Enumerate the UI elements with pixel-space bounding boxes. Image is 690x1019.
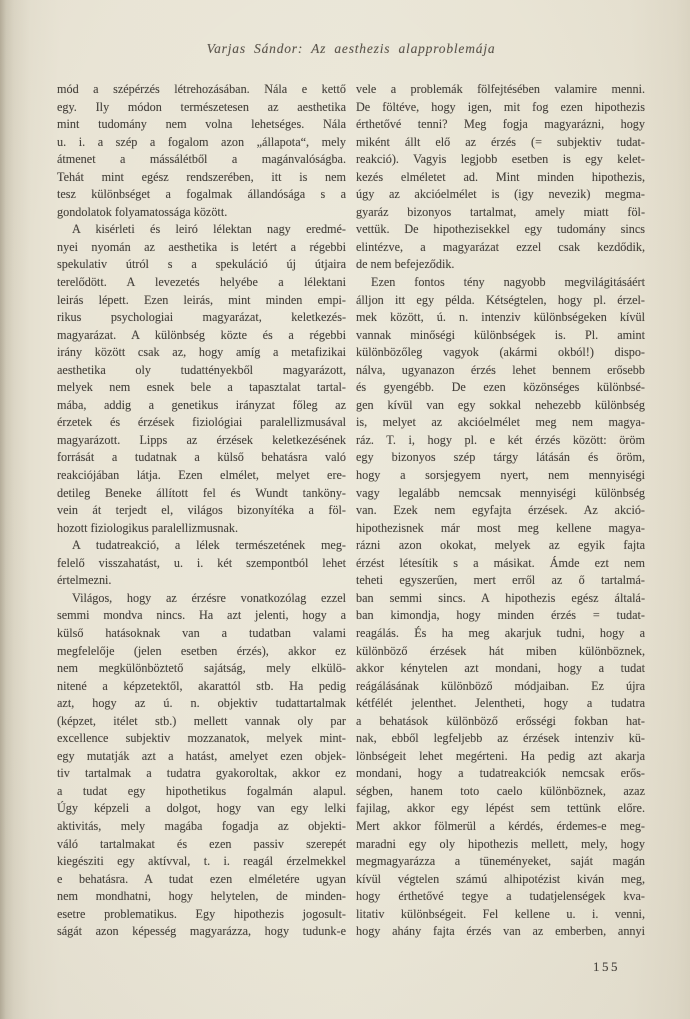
- text-line: fajilag, akkor egy lépést sem tettünk előre.: [356, 801, 645, 816]
- text-line: kezés elméletet ad. Mint minden hipothezis,: [356, 169, 645, 184]
- text-line: megfelelője (jelen esetben érzés), akkor ez: [57, 643, 346, 658]
- text-line: vein át terjedt el, világos bizonyítéka a föl-: [57, 503, 346, 518]
- text-line: irány között csak az, hogy amíg a metafizikai: [57, 345, 346, 360]
- text-line: tiv tartalmak a tudatra gyakoroltak, akkor ez: [57, 766, 346, 781]
- text-line: különböző érzések hát miben különböznek,: [356, 643, 645, 658]
- text-line: aesthetika oly tudattényekből magyarázott,: [57, 362, 346, 377]
- text-line: leirás lépett. Ezen leirás, mint minden empi-: [57, 292, 346, 307]
- text-line: egy mutatják azt a hatást, amelyet ezen objek-: [57, 748, 346, 763]
- text-line: egy. Ily módon természetesen az aesthetika: [57, 99, 346, 114]
- text-line: excellence subjektiv mozzanatok, melyek mint-: [57, 731, 346, 746]
- text-line: kívül végtelen számú alhipotézist kiván meg,: [356, 871, 645, 886]
- text-line: van. Ezek nem egyfajta érzések. Az akció-: [356, 503, 645, 518]
- text-line: miként állt elő az érzés (= subjektiv tudat-: [356, 134, 645, 149]
- text-line: rázni azon okokat, melyek az egyik fajta: [356, 538, 645, 553]
- text-line: Tehát mint egész rendszerében, itt is nem: [57, 169, 346, 184]
- text-line: elintézve, a magyarázat ezzel csak kezdődik,: [356, 239, 645, 254]
- text-body: [57, 81, 645, 941]
- text-line: vagy legalább nemcsak mennyiségi különbség: [356, 485, 645, 500]
- text-line: forrását a tudatnak a külső behatásra való: [57, 450, 346, 465]
- running-header: Varjas Sándor: Az aesthezis alapproblemája: [206, 41, 496, 56]
- text-line: maradni egy oly hipothezis mellett, mely, hogy: [356, 836, 645, 851]
- text-line: reágálásának különböző módjaiban. Ez újra: [356, 678, 645, 693]
- text-line: is, melyet az akcióelmélet meg nem magya-: [356, 415, 645, 430]
- text-line: gen kívül van egy sokkal nehezebb különbség: [356, 397, 645, 412]
- text-line: semmi mondva nincs. Ha azt jelenti, hogy a: [57, 608, 346, 623]
- text-line: magyarázott. Lipps az érzések keletkezésének: [57, 432, 346, 447]
- text-line: hozott fiziologikus paralellizmusnak.: [57, 520, 239, 535]
- text-column: [57, 81, 346, 941]
- text-line: ságát azon képesség magyarázza, hogy tudunk-e: [57, 924, 346, 939]
- text-line: és gyengébb. De ezen közönséges különbsé-: [356, 380, 645, 395]
- text-line: esetre problematikus. Egy hipothezis jogosult-: [57, 906, 346, 921]
- text-line: nem mondhatni, hogy helytelen, de minden-: [57, 889, 346, 904]
- text-line: magyarázat. A különbség közte és a régebbi: [57, 327, 346, 342]
- text-line: nak, ebből legfeljebb az érzések intenziv kü-: [356, 731, 645, 746]
- text-line: reakciójában látja. Ezen elmélet, melyet ere-: [57, 468, 346, 483]
- text-line: Világos, hogy az érzésre vonatkozólag ezzel: [72, 590, 346, 605]
- text-line: lönbségeit lehet megérteni. Ha pedig azt akarja: [356, 748, 645, 763]
- text-line: a tudat egy hipothetikus fogalmán alapul.: [57, 783, 346, 798]
- text-line: felelő visszahatást, u. i. két szempontból lehet: [57, 555, 346, 570]
- text-line: Ezen fontos tény nagyobb megvilágitásáért: [371, 275, 645, 290]
- text-line: mód a szépérzés létrehozásában. Nála e kettő: [57, 82, 346, 96]
- text-line: spekulativ útról s a spekuláció új útjaira: [57, 257, 346, 272]
- text-line: detileg Beneke állított fel és Wundt tanköny-: [57, 485, 346, 500]
- text-line: hogy ahány fajta érzés van az emberben, annyi: [356, 924, 645, 939]
- page-number: 155: [593, 959, 620, 974]
- text-line: De föltéve, hogy igen, mit fog ezen hipothezis: [356, 99, 645, 114]
- text-line: ban kimondja, hogy minden érzés = tudat-: [356, 608, 645, 623]
- text-line: hogy érthetővé tegye a tudatjelenségek kva-: [356, 889, 645, 904]
- text-line: Mert akkor fölmerül a kérdés, érdemes-e meg-: [356, 818, 645, 833]
- text-line: akkor kénytelen azt mondani, hogy a tudat: [356, 661, 645, 676]
- text-line: mint tudomány nem volna lehetséges. Nála: [57, 117, 346, 132]
- text-line: hipothezisnek már most meg kellene magya-: [356, 520, 645, 535]
- text-line: vannak minőségi különbségek is. Pl. amint: [356, 327, 645, 342]
- text-line: nitené a képzetektől, akarattól stb. Ha pedig: [57, 678, 346, 693]
- text-line: gondolatok folyamatossága között.: [57, 204, 228, 219]
- text-line: nálva, ugyanazon érzés lehet bennem erősebb: [356, 362, 645, 377]
- text-line: A tudatreakció, a lélek természetének meg-: [72, 538, 346, 553]
- text-line: megmagyarázza a tüneményeket, saját magán: [356, 854, 645, 869]
- text-line: vele a problemák fölfejtésében valamire menni.: [356, 82, 645, 96]
- text-line: ban semmi sincs. A hipothezis egész általá-: [356, 590, 645, 605]
- text-line: külső hatásoknak van a tudatban valami: [57, 625, 346, 640]
- text-line: érzést létesítik s a másikat. Ámde ezt nem: [356, 555, 645, 570]
- text-line: nem megkülönböztető sajátság, mely elkülö-: [57, 661, 346, 676]
- text-line: mába, addig a genetikus irányzat főleg az: [57, 397, 346, 412]
- text-line: u. i. a szép a fogalom azon „állapota“, mely: [57, 134, 346, 149]
- text-line: e behatásra. A tudat ezen elméletére ugyan: [57, 871, 346, 886]
- text-line: váló tartalmakat és ezen passiv szerepét: [57, 836, 346, 851]
- text-line: értelmezni.: [57, 573, 112, 588]
- text-line: kétfélét jelenthet. Jelentheti, hogy a tudatra: [356, 696, 645, 711]
- text-line: mek között, ú. n. intenziv különbségeken kívül: [356, 310, 645, 325]
- text-line: vettük. De hipothezisekkel egy tudomány sincs: [356, 222, 645, 237]
- text-column: [356, 81, 645, 941]
- text-line: azt, hogy az ú. n. objektiv tudattartalmak: [57, 696, 346, 711]
- text-line: melyek nem esnek bele a tapasztalat tartal-: [57, 380, 346, 395]
- text-line: mondani, hogy a tudatreakciók nemcsak erős-: [356, 766, 645, 781]
- text-line: a behatások különböző erősségi fokban hat-: [356, 713, 645, 728]
- text-line: rikus psychologiai magyarázat, keletkezés-: [57, 310, 346, 325]
- text-line: hogy a sorsjegyem nyert, nem mennyiségi: [356, 468, 645, 483]
- text-line: (képzet, itélet stb.) mellett vannak oly par: [57, 713, 346, 728]
- text-line: úgy az akcióelmélet is (igy nevezik) megma-: [356, 187, 645, 202]
- text-line: de nem befejeződik.: [356, 257, 455, 272]
- text-line: reagálás. És ha meg akarjuk tudni, hogy a: [356, 625, 645, 640]
- text-line: gyaráz bizonyos tartalmat, amely miatt föl-: [356, 204, 645, 219]
- text-line: terelődött. A levezetés helyébe a lélektani: [57, 275, 346, 290]
- text-line: különbözőleg vagyok (akármi okból!) dispo-: [356, 345, 645, 360]
- text-line: érthetővé tenni? Meg fogja magyarázni, hogy: [356, 117, 645, 132]
- text-line: teheti egyszerűen, mert erről az ő tartalmá-: [356, 573, 645, 588]
- text-line: átmenet a mássálétből a magánvalóságba.: [57, 152, 346, 167]
- text-line: egy bizonyos szép tárgy látásán és öröm,: [356, 450, 645, 465]
- text-line: ráz. T. i, hogy pl. e két érzés között: öröm: [356, 432, 645, 447]
- text-line: nyei nyomán az aesthetika is letért a régebbi: [57, 239, 346, 254]
- text-line: álljon itt egy példa. Kétségtelen, hogy pl. érzel-: [356, 292, 645, 307]
- text-line: Úgy képzeli a dolgot, hogy van egy lelki: [57, 801, 346, 816]
- text-line: reakció). Vagyis legjobb esetben is egy kelet-: [356, 152, 645, 167]
- text-line: ségben, hanem toto caelo különböznek, azaz: [356, 783, 645, 798]
- text-line: aktivitás, mely magába fogadja az objekti-: [57, 818, 346, 833]
- text-line: A kisérleti és leiró lélektan nagy eredmé-: [72, 222, 346, 237]
- text-line: érzetek és érzések fiziológiai paralellizmusával: [57, 415, 346, 430]
- text-line: litativ különbségeit. Fel kellene u. i. venni,: [356, 906, 645, 921]
- text-line: kiegésziti egy aktívval, t. i. reagál érzelmekkel: [57, 854, 346, 869]
- text-line: tesz különbséget a fogalmak állandósága s a: [57, 187, 346, 202]
